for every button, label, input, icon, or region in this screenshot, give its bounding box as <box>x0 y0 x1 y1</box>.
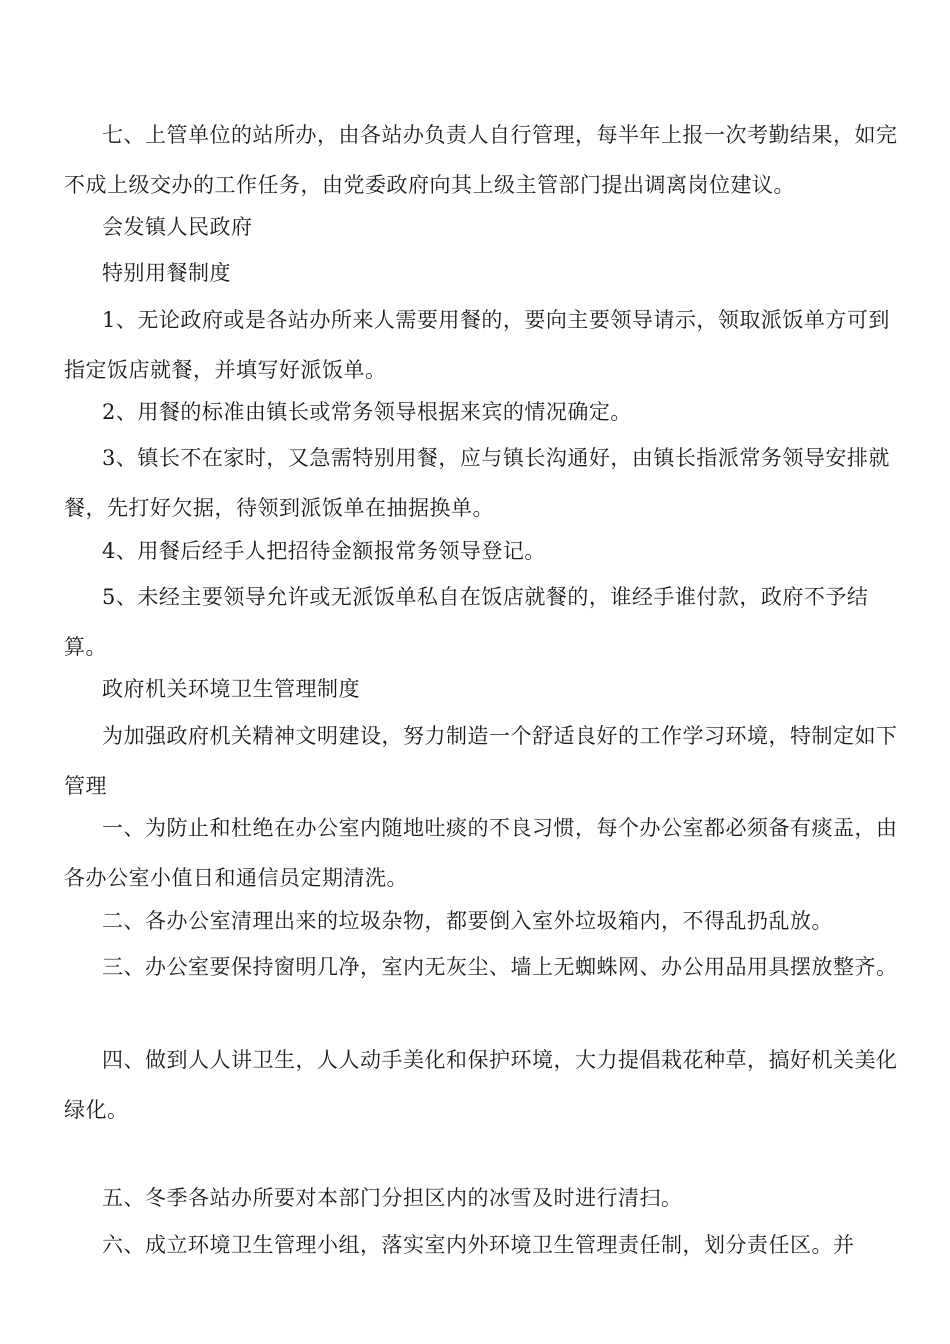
paragraph-meal-rule-3: 3、镇长不在家时，又急需特别用餐，应与镇长沟通好，由镇长指派常务领导安排就餐，先打好欠据，待领到派饭单在抽据换单。 <box>64 446 890 520</box>
paragraph-meal-policy-title: 特别用餐制度 <box>102 261 231 285</box>
paragraph-government-name: 会发镇人民政府 <box>102 215 253 239</box>
paragraph-attendance-rule: 七、上管单位的站所办，由各站办负责人自行管理，每半年上报一次考勤结果，如完不成上级交办的工作任务，由党委政府向其上级主管部门提出调离岗位建议。 <box>64 123 898 197</box>
paragraph-hygiene-rule-1: 一、为防止和杜绝在办公室内随地吐痰的不良习惯，每个办公室都必须备有痰盂，由各办公室小值日和通信员定期清洗。 <box>64 816 898 890</box>
paragraph-meal-rule-2: 2、用餐的标准由镇长或常务领导根据来宾的情况确定。 <box>102 400 632 424</box>
paragraph-meal-rule-5: 5、未经主要领导允许或无派饭单私自在饭店就餐的，谁经手谁付款，政府不予结算。 <box>64 585 869 659</box>
paragraph-hygiene-policy-title: 政府机关环境卫生管理制度 <box>102 677 360 701</box>
paragraph-hygiene-rule-6: 六、成立环境卫生管理小组，落实室内外环境卫生管理责任制，划分责任区。并 <box>102 1233 855 1257</box>
paragraph-hygiene-rule-2: 二、各办公室清理出来的垃圾杂物，都要倒入室外垃圾箱内，不得乱扔乱放。 <box>102 909 833 933</box>
paragraph-hygiene-intro: 为加强政府机关精神文明建设，努力制造一个舒适良好的工作学习环境，特制定如下管理 <box>64 724 898 798</box>
paragraph-meal-rule-1: 1、无论政府或是各站办所来人需要用餐的，要向主要领导请示，领取派饭单方可到指定饭店就餐，并填写好派饭单。 <box>64 308 890 382</box>
paragraph-hygiene-rule-5: 五、冬季各站办所要对本部门分担区内的冰雪及时进行清扫。 <box>102 1186 683 1210</box>
paragraph-hygiene-rule-4: 四、做到人人讲卫生，人人动手美化和保护环境，大力提倡栽花种草，搞好机关美化绿化。 <box>64 1048 898 1122</box>
paragraph-hygiene-rule-3: 三、办公室要保持窗明几净，室内无灰尘、墙上无蜘蛛网、办公用品用具摆放整齐。 <box>102 955 898 979</box>
paragraph-meal-rule-4: 4、用餐后经手人把招待金额报常务领导登记。 <box>102 539 546 563</box>
